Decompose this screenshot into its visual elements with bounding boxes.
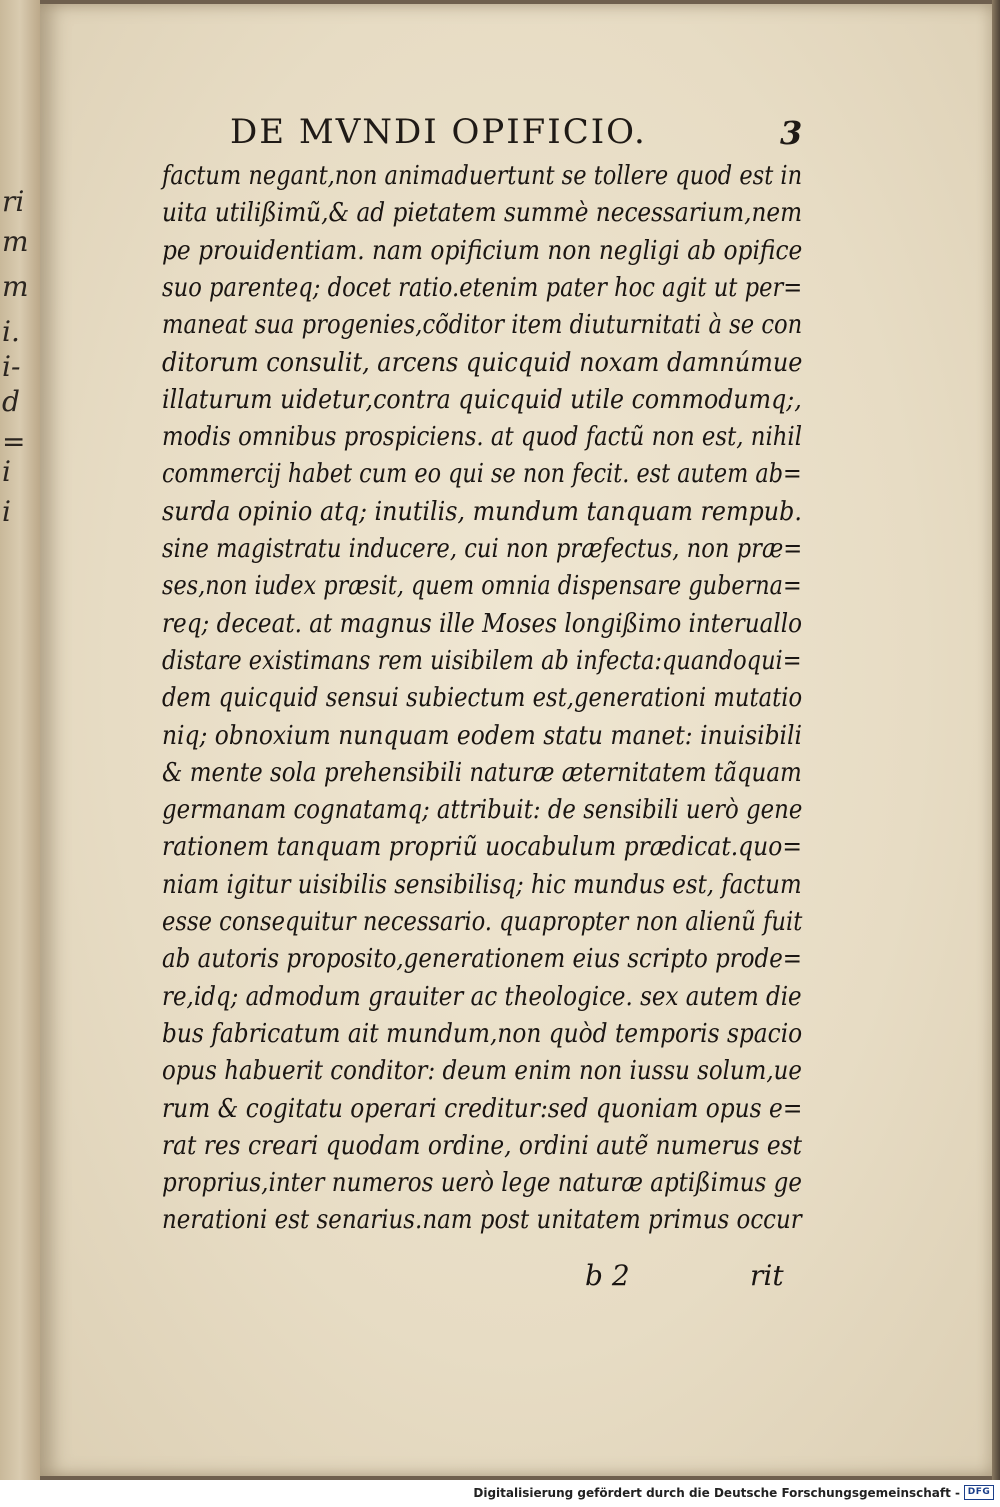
text-line: illaturum uidetur,contra quicquid utile commodumq;, [162,384,802,415]
text-line: rum & cogitatu operari creditur:sed quoniam opus e= [162,1093,803,1124]
previous-page-fragment: m [2,225,29,258]
text-line: re,idq; admodum grauiter ac theologice. sex autem die [162,981,802,1012]
text-line: distare existimans rem uisibilem ab infecta:quandoqui= [162,645,802,676]
text-line: niam igitur uisibilis sensibilisq; hic mundus est, factum [162,869,802,900]
text-line: ab autoris proposito,generationem eius scripto prode= [162,944,802,975]
text-line: sine magistratu inducere, cui non præfectus, non præ= [162,534,803,564]
text-line: opus habuerit conditor: deum enim non iussu solum,ue [162,1056,802,1087]
book-page [40,4,992,1476]
previous-page-fragment: = [2,425,26,458]
text-line: rationem tanquam propriũ uocabulum prædicat.quo= [162,832,802,863]
previous-page-edge [0,0,40,1480]
text-line: uita utilißimũ,& ad pietatem summè necessarium,nem [162,198,803,229]
text-line: nerationi est senarius.nam post unitatem primus occur [162,1205,802,1236]
previous-page-fragment: i [2,495,11,528]
text-line: dem quicquid sensui subiectum est,generationi mutatio [162,683,803,714]
previous-page-fragment: ri [2,185,25,218]
page-edge-shadow [992,0,1000,1480]
text-line: suo parenteq; docet ratio.etenim pater hoc agit ut per= [162,272,803,303]
text-line: & mente sola prehensibili naturæ æternitatem tãquam [162,757,802,788]
text-line: germanam cognatamq; attribuit: de sensibili uerò gene [162,795,803,826]
text-line: ditorum consulit, arcens quicquid noxam damnúmue [162,347,803,378]
text-line: surda opinio atq; inutilis, mundum tanquam rempub. [162,496,802,527]
signature-mark: b 2 [585,1259,630,1292]
text-line: ses,non iudex præsit, quem omnia dispensare guberna= [162,571,802,602]
previous-page-fragment: d [2,385,20,418]
previous-page-fragment: i [2,455,11,488]
running-head: DE MVNDI OPIFICIO. [230,112,647,152]
text-line: modis omnibus prospiciens. at quod factũ non est, nihil [162,422,803,453]
text-line: maneat sua progenies,cõditor item diuturnitati à se con [162,310,803,341]
folio-number: 3 [780,114,803,152]
catchword: rit [750,1259,784,1292]
dfg-logo: DFG [964,1485,994,1500]
text-line: factum negant,non animaduertunt se tollere quod est in [162,161,803,191]
previous-page-fragment: i. [2,315,20,348]
digitization-footer [0,1480,1000,1507]
text-line: esse consequitur necessario. quapropter non alienũ fuit [162,907,803,937]
text-line: proprius,inter numeros uerò lege naturæ aptißimus ge [162,1168,802,1199]
text-line: req; deceat. at magnus ille Moses longißimo interuallo [162,608,803,639]
text-line: bus fabricatum ait mundum,non quòd temporis spacio [162,1018,803,1049]
text-line: niq; obnoxium nunquam eodem statu manet: inuisibili [162,720,802,751]
funding-credit: Digitalisierung gefördert durch die Deutsche Forschungsgemeinschaft - [473,1486,960,1500]
previous-page-fragment: m [2,270,29,303]
previous-page-fragment: i- [2,350,21,383]
text-line: pe prouidentiam. nam opificium non negligi ab opifice [162,235,803,266]
text-line: rat res creari quodam ordine, ordini autẽ numerus est [162,1130,802,1161]
text-line: commercij habet cum eo qui se non fecit. est autem ab= [162,459,802,490]
